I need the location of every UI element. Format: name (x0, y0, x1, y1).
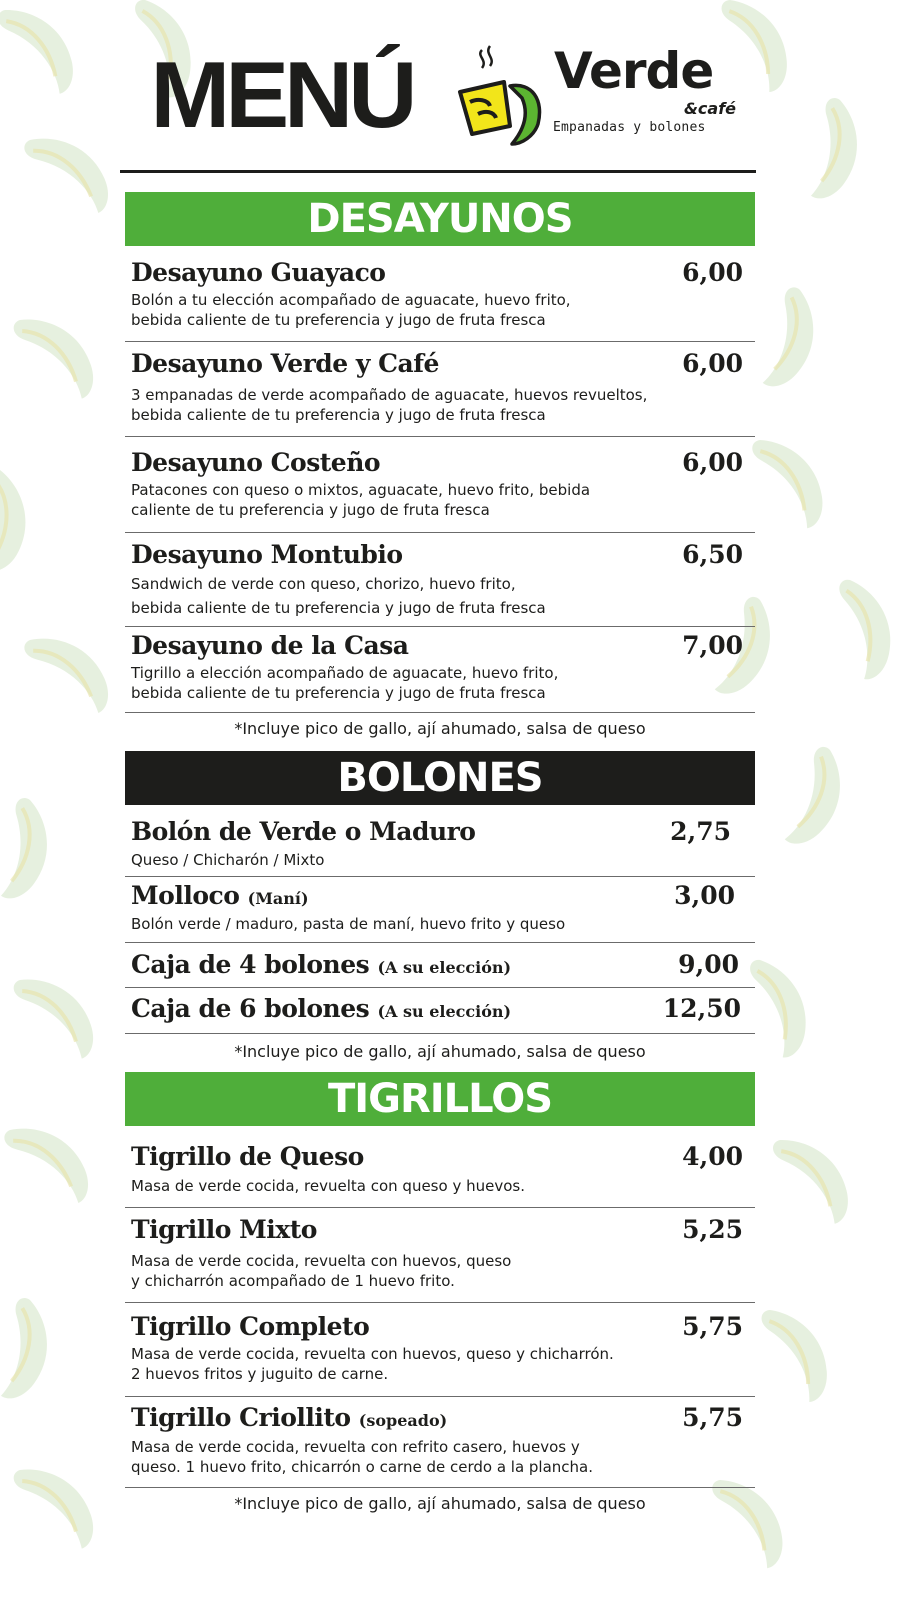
desayunos-footnote: *Incluye pico de gallo, ají ahumado, salsa de queso (234, 719, 646, 738)
menu-title: MENÚ (150, 42, 413, 147)
section-banner-tigrillos: TIGRILLOS (125, 1072, 755, 1126)
item-price: 6,00 (682, 349, 743, 378)
item-description: Queso / Chicharón / Mixto (131, 851, 325, 869)
tigrillos-footnote: *Incluye pico de gallo, ají ahumado, salsa de queso (234, 1494, 646, 1513)
item-name: Desayuno Costeño (131, 448, 381, 477)
item-divider (125, 1207, 755, 1208)
section-banner-desayunos: DESAYUNOS (125, 192, 755, 246)
item-name: Tigrillo Mixto (131, 1215, 317, 1244)
item-price: 6,00 (682, 258, 743, 287)
item-divider (125, 341, 755, 342)
item-name: Caja de 4 bolones (A su elección) (131, 950, 512, 979)
item-description: Bolón a tu elección acompañado de aguacate, huevo frito, bebida caliente de tu preferencia y jugo de fruta fresca (131, 291, 571, 329)
item-divider (125, 876, 755, 877)
item-name: Caja de 6 bolones (A su elección) (131, 994, 512, 1023)
item-description: Bolón verde / maduro, pasta de maní, huevo frito y queso (131, 915, 566, 933)
item-price: 5,75 (682, 1312, 743, 1341)
item-description: 3 empanadas de verde acompañado de aguacate, huevos revueltos, bebida caliente de tu preferencia y jugo de fruta fresca (131, 386, 648, 424)
section-banner-bolones: BOLONES (125, 751, 755, 805)
item-price: 4,00 (682, 1142, 743, 1171)
item-name: Bolón de Verde o Maduro (131, 817, 476, 846)
item-divider (125, 436, 755, 437)
item-description: Masa de verde cocida, revuelta con huevos, queso y chicharrón acompañado de 1 huevo frito. (131, 1252, 512, 1290)
item-name: Tigrillo de Queso (131, 1142, 364, 1171)
item-price: 2,75 (670, 817, 731, 846)
item-divider (125, 626, 755, 627)
item-price: 7,00 (682, 631, 743, 660)
item-name: Desayuno Guayaco (131, 258, 386, 287)
item-description: Masa de verde cocida, revuelta con queso y huevos. (131, 1177, 525, 1195)
item-description: Tigrillo a elección acompañado de aguacate, huevo frito, bebida caliente de tu preferencia y jugo de fruta fresca (131, 664, 559, 702)
item-name: Desayuno de la Casa (131, 631, 409, 660)
item-divider (125, 532, 755, 533)
item-name: Desayuno Verde y Café (131, 349, 439, 378)
item-name: Tigrillo Criollito (sopeado) (131, 1403, 448, 1432)
item-name: Desayuno Montubio (131, 540, 403, 569)
item-name: Molloco (Maní) (131, 881, 309, 910)
item-divider (125, 1302, 755, 1303)
item-divider (125, 712, 755, 713)
item-price: 9,00 (678, 950, 739, 979)
item-description: Masa de verde cocida, revuelta con refrito casero, huevos y queso. 1 huevo frito, chicarrón o carne de cerdo a la plancha. (131, 1438, 594, 1476)
item-price: 6,00 (682, 448, 743, 477)
brand-name: Verde (554, 42, 714, 100)
item-price: 12,50 (662, 994, 741, 1023)
coffee-cup-plantain-logo-icon (452, 40, 552, 150)
item-divider (125, 987, 755, 988)
item-description: Sandwich de verde con queso, chorizo, huevo frito, bebida caliente de tu preferencia y jugo de fruta fresca (131, 575, 546, 617)
brand-tagline: Empanadas y bolones (553, 120, 706, 135)
item-price: 3,00 (674, 881, 735, 910)
item-divider (125, 1396, 755, 1397)
item-price: 5,75 (682, 1403, 743, 1432)
item-price: 6,50 (682, 540, 743, 569)
bolones-footnote: *Incluye pico de gallo, ají ahumado, salsa de queso (234, 1042, 646, 1061)
item-description: Patacones con queso o mixtos, aguacate, huevo frito, bebida caliente de tu preferencia y jugo de fruta fresca (131, 481, 591, 519)
item-price: 5,25 (682, 1215, 743, 1244)
item-divider (125, 942, 755, 943)
item-name: Tigrillo Completo (131, 1312, 370, 1341)
item-divider (125, 1487, 755, 1488)
item-description: Masa de verde cocida, revuelta con huevos, queso y chicharrón. 2 huevos fritos y juguito de carne. (131, 1345, 614, 1383)
brand-cafe: &café (683, 99, 736, 118)
item-divider (125, 1033, 755, 1034)
header-divider (120, 170, 756, 173)
